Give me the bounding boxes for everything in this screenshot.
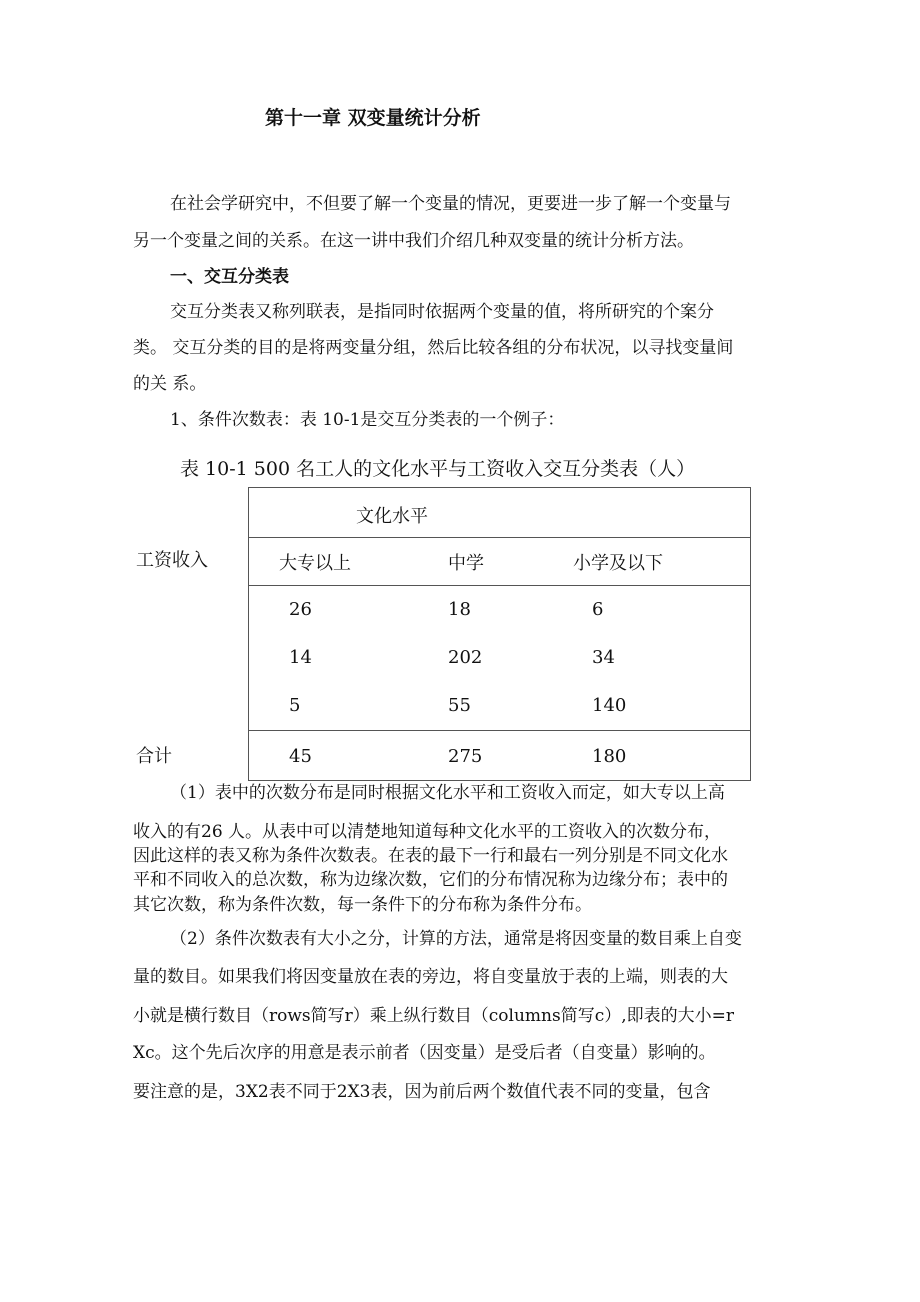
cross-table — [248, 487, 751, 781]
item-heading: 1、条件次数表：表 10-1是交互分类表的一个例子： — [170, 410, 565, 430]
paragraph-line: 收入的有26 人。从表中可以清楚地知道每种文化水平的工资收入的次数分布， — [133, 822, 722, 842]
intro-line: 在社会学研究中，不但要了解一个变量的情况，更要进一步了解一个变量与 — [170, 194, 731, 214]
paragraph-line: 因此这样的表又称为条件次数表。在表的最下一行和最右一列分别是不同文化水 — [133, 846, 728, 866]
definition-line: 交互分类表又称列联表，是指同时依据两个变量的值，将所研究的个案分 — [170, 302, 714, 322]
table-divider — [249, 585, 750, 586]
paragraph-line: （1）表中的次数分布是同时根据文化水平和工资收入而定，如大专以上高 — [170, 783, 725, 803]
definition-line: 类。 交互分类的目的是将两变量分组，然后比较各组的分布状况，以寻找变量间 — [133, 338, 734, 358]
table-cell: 5 — [289, 695, 301, 716]
table-cell: 14 — [289, 647, 312, 668]
intro-line: 另一个变量之间的关系。在这一讲中我们介绍几种双变量的统计分析方法。 — [133, 231, 694, 251]
paragraph-line: （2）条件次数表有大小之分，计算的方法，通常是将因变量的数目乘上自变 — [170, 929, 742, 949]
table-cell: 140 — [592, 695, 627, 716]
paragraph-line: 其它次数，称为条件次数，每一条件下的分布称为条件分布。 — [133, 895, 592, 915]
paragraph-line: 平和不同收入的总次数，称为边缘次数，它们的分布情况称为边缘分布；表中的 — [133, 870, 728, 890]
definition-line: 的关 系。 — [133, 374, 207, 394]
row-variable-label: 工资收入 — [136, 550, 208, 571]
total-cell: 45 — [289, 746, 312, 767]
column-header: 中学 — [448, 553, 484, 574]
table-cell: 34 — [592, 647, 615, 668]
table-cell: 6 — [592, 599, 604, 620]
paragraph-line: 要注意的是，3X2表不同于2X3表，因为前后两个数值代表不同的变量，包含 — [133, 1082, 711, 1102]
total-cell: 180 — [592, 746, 627, 767]
table-divider — [249, 537, 750, 538]
table-divider — [249, 730, 750, 731]
total-label: 合计 — [136, 746, 172, 767]
table-cell: 26 — [289, 599, 312, 620]
paragraph-line: Xc。这个先后次序的用意是表示前者（因变量）是受后者（自变量）影响的。 — [133, 1043, 716, 1063]
paragraph-line: 量的数目。如果我们将因变量放在表的旁边，将自变量放于表的上端，则表的大 — [133, 967, 728, 987]
chapter-title: 第十一章 双变量统计分析 — [265, 107, 481, 129]
column-variable-label: 文化水平 — [356, 506, 428, 527]
table-cell: 202 — [448, 647, 483, 668]
total-cell: 275 — [448, 746, 483, 767]
table-caption: 表 10-1 500 名工人的文化水平与工资收入交互分类表（人） — [180, 458, 696, 480]
table-cell: 18 — [448, 599, 471, 620]
column-header: 小学及以下 — [573, 553, 663, 574]
column-header: 大专以上 — [279, 553, 351, 574]
paragraph-line: 小就是横行数目（rows简写r）乘上纵行数目（columns简写c）,即表的大小=r — [133, 1006, 734, 1026]
table-cell: 55 — [448, 695, 471, 716]
section-heading: 一、交互分类表 — [170, 267, 289, 287]
